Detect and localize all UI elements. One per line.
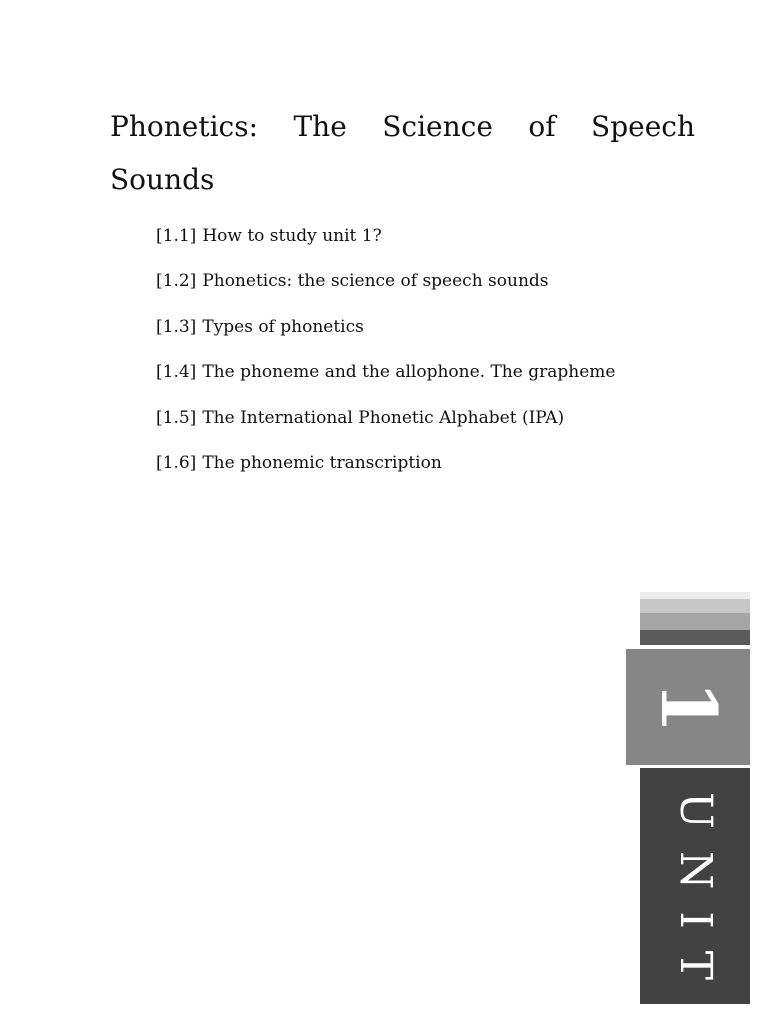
toc-item bbox=[156, 358, 615, 386]
tab-stripe-medium bbox=[640, 613, 750, 630]
unit-number: 1 bbox=[644, 680, 733, 734]
unit-label: UNIT bbox=[670, 791, 721, 1003]
page-title: Phonetics: The Science of Speech Sounds bbox=[110, 110, 695, 196]
tab-stripe-lightest bbox=[640, 592, 750, 599]
table-of-contents bbox=[156, 222, 615, 494]
toc-item bbox=[156, 449, 615, 477]
toc-item bbox=[156, 267, 615, 295]
toc-item-number: [1.6] bbox=[156, 452, 197, 473]
toc-item-number: [1.5] bbox=[156, 407, 197, 428]
toc-item bbox=[156, 313, 615, 341]
tab-stripe-light bbox=[640, 599, 750, 613]
toc-item-number: [1.2] bbox=[156, 271, 197, 292]
unit-label-tab bbox=[640, 768, 750, 1004]
toc-item-text: Types of phonetics bbox=[202, 316, 364, 337]
toc-item-number: [1.1] bbox=[156, 226, 197, 246]
toc-item-text: The phoneme and the allophone. The grapheme bbox=[202, 362, 616, 383]
toc-item-text: How to study unit 1? bbox=[202, 226, 382, 246]
unit-number-tab bbox=[626, 649, 750, 765]
tab-stripe-dark bbox=[640, 630, 750, 645]
toc-item-text: Phonetics: the science of speech sounds bbox=[202, 271, 549, 292]
toc-item-text: The International Phonetic Alphabet (IPA) bbox=[202, 407, 565, 428]
toc-item-number: [1.4] bbox=[156, 362, 197, 383]
toc-item-number: [1.3] bbox=[156, 316, 197, 337]
toc-item bbox=[156, 222, 615, 250]
toc-item bbox=[156, 404, 615, 432]
toc-item-text: The phonemic transcription bbox=[202, 452, 442, 473]
